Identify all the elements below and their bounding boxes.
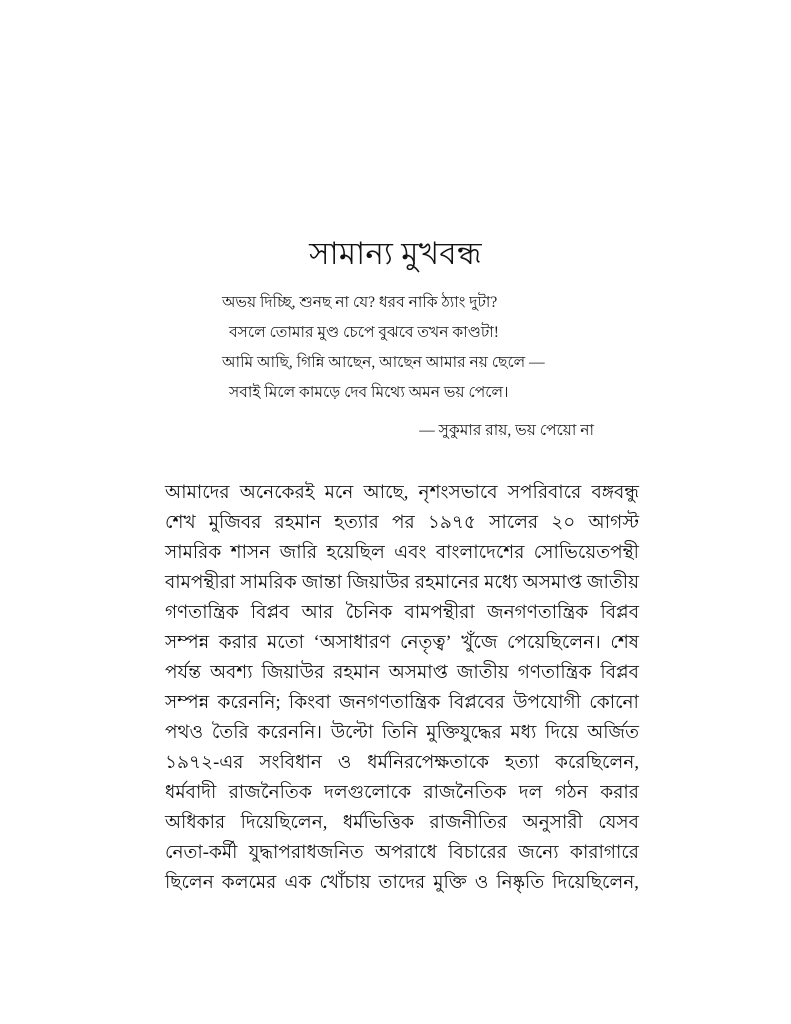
body-word: রাজনৈতিক xyxy=(423,783,507,803)
body-word: হয়েছিল xyxy=(326,543,385,563)
body-line xyxy=(165,778,639,808)
body-word: মুজিবর xyxy=(208,513,262,533)
body-word: ১৯৭৫ xyxy=(427,513,476,533)
body-word: বিচারের xyxy=(448,843,507,863)
body-word: যুদ্ধাপরাধজনিত xyxy=(248,843,364,863)
body-word: অসমাপ্ত xyxy=(388,663,448,683)
body-word: উল্টো xyxy=(330,723,374,743)
body-word: গঠন xyxy=(554,783,588,803)
body-line xyxy=(165,568,639,598)
body-word: রাজনীতির xyxy=(429,813,508,833)
body-word: বিপ্লব xyxy=(250,603,290,623)
body-word: বিপ্লবের xyxy=(448,693,505,713)
body-word: অবশ্য xyxy=(209,663,253,683)
body-word: তিনি xyxy=(382,723,418,743)
body-word: দিয়ে xyxy=(545,723,579,743)
body-word: কোনো xyxy=(589,693,639,713)
body-word: ধর্মভিত্তিক xyxy=(342,813,414,833)
body-line xyxy=(165,718,639,748)
body-line xyxy=(165,838,639,868)
body-line xyxy=(165,508,639,538)
body-word: চৈনিক xyxy=(345,603,393,623)
body-word: জিয়াউর xyxy=(261,663,325,683)
body-word: সামরিক xyxy=(165,543,222,563)
body-word: মতো xyxy=(267,633,304,653)
body-word: মুক্তিযুদ্ধের xyxy=(426,723,502,743)
body-word: শাসন xyxy=(230,543,271,563)
body-word: মনে xyxy=(324,483,354,503)
body-word: কারাগারে xyxy=(570,843,639,863)
body-word: মধ্যে xyxy=(484,573,518,593)
body-word: ধর্মবাদী xyxy=(165,783,217,803)
body-word: দলগুলোকে xyxy=(324,783,412,803)
body-word: পর xyxy=(391,513,415,533)
body-line xyxy=(165,688,639,718)
body-word: ছিলেন xyxy=(165,873,214,893)
body-line xyxy=(165,658,639,688)
body-word: এবং xyxy=(394,543,427,563)
epigraph-block xyxy=(222,288,594,444)
body-word: বামপন্থীরা xyxy=(404,603,475,623)
body-word: জনগণতান্ত্রিক xyxy=(339,693,441,713)
body-word: বঙ্গবন্ধু xyxy=(591,483,639,503)
body-word: সপরিবারে xyxy=(507,483,582,503)
body-word: মুক্তি xyxy=(433,873,467,893)
body-word: এক xyxy=(284,873,312,893)
body-word: অধিকার xyxy=(165,813,226,833)
body-word: খোঁচায় xyxy=(319,873,371,893)
body-word: রহমানের xyxy=(414,573,480,593)
body-word: শেষ xyxy=(610,633,639,653)
body-word: পথও xyxy=(165,723,204,743)
body-word: সালের xyxy=(489,513,539,533)
body-word: কলমের xyxy=(221,873,277,893)
body-word: জাতীয় xyxy=(456,663,509,683)
body-word: বামপন্থীরা xyxy=(165,573,236,593)
body-word: জিয়াউর xyxy=(346,573,410,593)
body-word: আর xyxy=(301,603,334,623)
body-word: অনেকেরই xyxy=(239,483,315,503)
body-word: ও xyxy=(474,873,489,893)
body-word: যেসব xyxy=(598,813,639,833)
body-word: পেয়েছিলেন। xyxy=(506,633,601,653)
body-line xyxy=(165,538,639,568)
body-word: ‘অসাধারণ xyxy=(313,633,391,653)
body-word: করেননি। xyxy=(257,723,323,743)
body-paragraph xyxy=(165,478,639,898)
body-word: গণতান্ত্রিক xyxy=(165,603,239,623)
body-word: নৃশংসভাবে xyxy=(418,483,498,503)
body-word: তাদের xyxy=(378,873,426,893)
body-word: করার xyxy=(600,783,639,803)
body-word: বিপ্লব xyxy=(600,603,639,623)
body-word: সংবিধান xyxy=(259,753,322,773)
body-word: কিংবা xyxy=(288,693,331,713)
body-word: রহমান xyxy=(333,663,380,683)
body-word: সম্পন্ন xyxy=(165,693,210,713)
body-word: অর্জিত xyxy=(587,723,639,743)
body-word: ও xyxy=(337,753,352,773)
body-word: সামরিক xyxy=(240,573,297,593)
body-word: জন্যে xyxy=(518,843,559,863)
body-line xyxy=(165,748,639,778)
body-word: মধ্য xyxy=(510,723,537,743)
body-word: সম্পন্ন xyxy=(165,633,210,653)
body-word: গণতান্ত্রিক xyxy=(517,663,592,683)
body-word: খুঁজে xyxy=(461,633,498,653)
body-line xyxy=(165,628,639,658)
body-word: দিয়েছিলেন, xyxy=(240,813,328,833)
body-word: ১৯৭২-এর xyxy=(165,753,244,773)
body-word: ধর্মনিরপেক্ষতাকে xyxy=(367,753,489,773)
body-word: তৈরি xyxy=(211,723,249,743)
page-title: সামান্য মুখবন্ধ xyxy=(309,235,482,271)
body-line xyxy=(165,868,639,898)
body-word: জারি xyxy=(279,543,318,563)
body-word: অসমাপ্ত xyxy=(522,573,582,593)
body-word: শেখ xyxy=(165,513,196,533)
epigraph-attribution: — সুকুমার রায়, ভয় পেয়ো না xyxy=(419,422,594,439)
epigraph-line: অভয় দিচ্ছি, শুনছ না যে? ধরব নাকি ঠ্যাং দুটা? xyxy=(222,294,498,311)
body-line xyxy=(165,478,639,508)
body-word: অনুসারী xyxy=(522,813,583,833)
body-word: ২০ xyxy=(551,513,576,533)
body-word: অপরাধে xyxy=(374,843,437,863)
body-word: নেতা-কর্মী xyxy=(165,843,238,863)
body-word: আছে, xyxy=(363,483,409,503)
body-line xyxy=(165,808,639,838)
body-word: নিষ্কৃতি xyxy=(496,873,545,893)
body-word: করেছিলেন, xyxy=(555,753,639,773)
body-word: বিপ্লব xyxy=(600,663,639,683)
body-word: জনগণতান্ত্রিক xyxy=(487,603,589,623)
epigraph-line: বসলে তোমার মুণ্ড চেপে বুঝবে তখন কাণ্ডটা! xyxy=(229,324,499,341)
body-word: বাংলাদেশের xyxy=(435,543,525,563)
body-line xyxy=(165,598,639,628)
body-word: আগস্ট xyxy=(588,513,639,533)
body-word: জাতীয় xyxy=(586,573,639,593)
body-word: রাজনৈতিক xyxy=(228,783,312,803)
body-word: করার xyxy=(218,633,258,653)
body-word: দিয়েছিলেন, xyxy=(552,873,639,893)
body-word: পর্যন্ত xyxy=(165,663,201,683)
epigraph-line: আমি আছি, গিন্নি আছেন, আছেন আমার নয় ছেলে — xyxy=(222,354,545,371)
body-word: হত্যার xyxy=(334,513,379,533)
body-word: দল xyxy=(518,783,543,803)
epigraph-line: সবাই মিলে কামড়ে দেব মিথ্যে অমন ভয় পেলে। xyxy=(229,384,509,401)
body-word: উপযোগী xyxy=(513,693,581,713)
body-word: রহমান xyxy=(274,513,322,533)
body-word: হত্যা xyxy=(504,753,540,773)
body-word: সোভিয়েতপন্থী xyxy=(533,543,639,563)
body-word: আমাদের xyxy=(165,483,230,503)
body-word: করেননি; xyxy=(217,693,281,713)
body-word: নেতৃত্ব’ xyxy=(399,633,452,653)
body-word: জান্তা xyxy=(301,573,342,593)
